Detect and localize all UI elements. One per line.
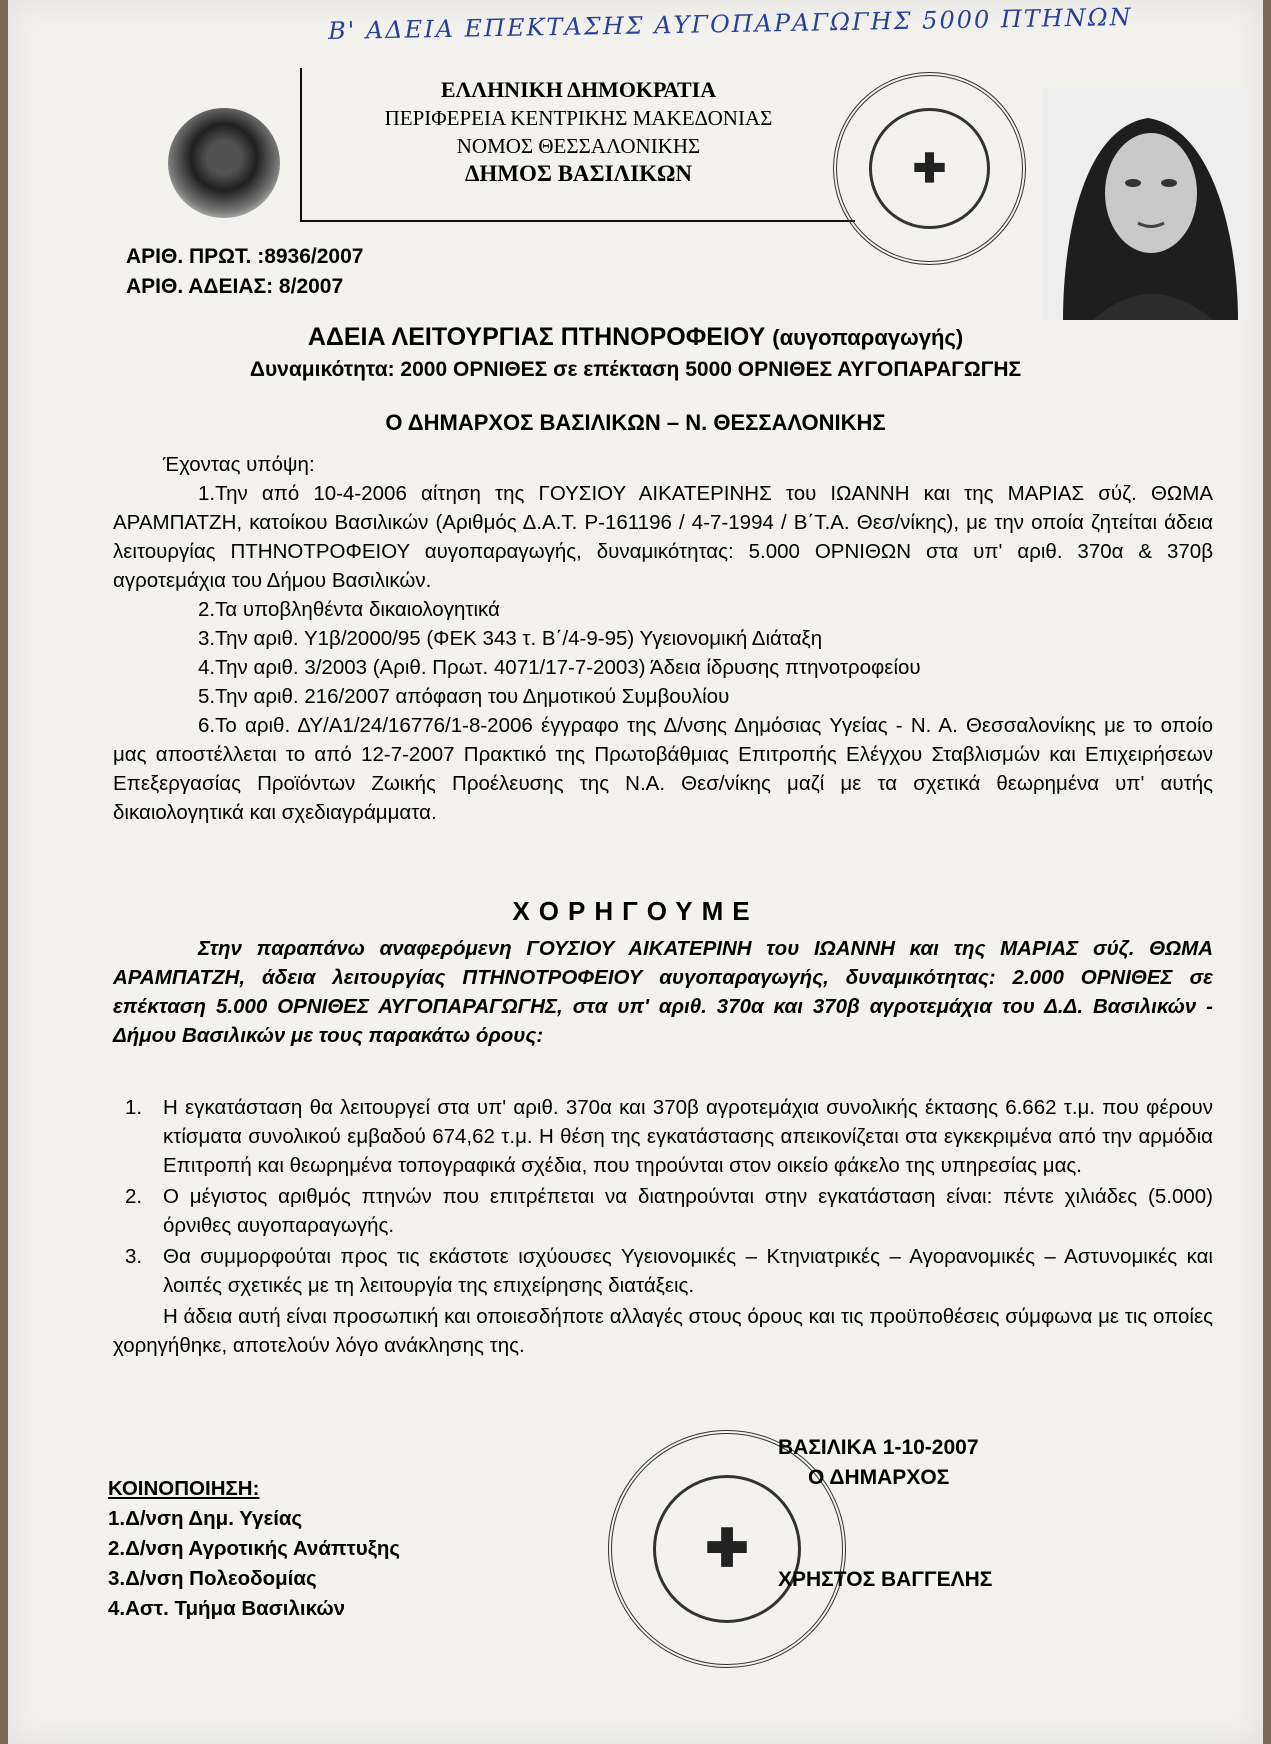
handwritten-note: Β' ΑΔΕΙΑ ΕΠΕΚΤΑΣΗΣ ΑΥΓΟΠΑΡΑΓΩΓΗΣ 5000 ΠΤΗΝΩΝ [327,2,1133,46]
signer-role: Ο ΔΗΜΑΡΧΟΣ [808,1466,950,1489]
signature-block [778,1433,992,1595]
conditions-list [113,1093,1213,1300]
grant-heading: ΧΟΡΗΓΟΥΜΕ [512,896,759,926]
distribution-item: 2.Δ/νση Αγροτικής Ανάπτυξης [108,1537,401,1560]
signer-name: ΧΡΗΣΤΟΣ ΒΑΓΓΕΛΗΣ [778,1568,993,1591]
protocol-number: ΑΡΙΘ. ΠΡΩΤ. :8936/2007 [126,245,364,268]
distribution-heading: ΚΟΙΝΟΠΟΙΗΣΗ: [108,1477,260,1500]
distribution-item: 4.Αστ. Τμήμα Βασιλικών [108,1597,346,1620]
considering-item: 3.Την αριθ. Υ1β/2000/95 (ΦΕΚ 343 τ. Β΄/4-9-95) Υγειονομική Διάταξη [198,627,823,650]
document-page [8,0,1263,1744]
header-region: ΠΕΡΙΦΕΡΕΙΑ ΚΕΝΤΡΙΚΗΣ ΜΑΚΕΔΟΝΙΑΣ [384,106,773,130]
reference-numbers [126,242,363,302]
document-title [8,323,1263,352]
grant-paragraph: Στην παραπάνω αναφερόμενη ΓΟΥΣΙΟΥ ΑΙΚΑΤΕΡΙΝΗ του ΙΩΑΝΝΗ και της ΜΑΡΙΑΣ σύζ. ΘΩΜΑ ΑΡΑΜΠΑΤΖΗ, άδεια λειτουργίας ΠΤΗΝΟΤΡΟΦΕΙΟΥ αυγοπαραγωγής, δυναμικότητας: 2.000 ΟΡΝΙΘΕΣ σε επέκταση 5.000 ΟΡΝΙΘΕΣ ΑΥΓΟΠΑΡΑΓΩΓΗΣ, στα υπ' αριθ. 370α και 370β αγροτεμάχια του Δ.Δ. Βασιλικών - Δήμου Βασιλικών με τους παρακάτω όρους: [113,937,1213,1047]
letterhead [300,68,855,222]
coat-of-arms-emblem [168,108,280,218]
header-prefecture: ΝΟΜΟΣ ΘΕΣΣΑΛΟΝΙΚΗΣ [456,134,701,158]
condition-number: 1. [125,1096,143,1119]
grant-text [113,934,1213,1050]
condition-number: 3. [125,1245,143,1268]
title-main: ΑΔΕΙΑ ΛΕΙΤΟΥΡΓΙΑΣ ΠΤΗΝΟΡΟΦΕΙΟΥ [307,323,766,351]
stamp-cross-icon: ✚ [653,1475,802,1624]
mayor-heading: Ο ΔΗΜΑΡΧΟΣ ΒΑΣΙΛΙΚΩΝ – Ν. ΘΕΣΣΑΛΟΝΙΚΗΣ [385,410,886,435]
closing-paragraph: Η άδεια αυτή είναι προσωπική και οποιεσδήποτε αλλαγές στους όρους και τις προϋποθέσεις σύμφωνα με τις οποίες χορηγήθηκε, αποτελούν λόγο ανάκλησης της. [113,1305,1213,1357]
header-republic: ΕΛΛΗΝΙΚΗ ΔΗΜΟΚΡΑΤΙΑ [440,77,717,102]
considering-item: 1.Την από 10-4-2006 αίτηση της ΓΟΥΣΙΟΥ ΑΙΚΑΤΕΡΙΝΗΣ του ΙΩΑΝΝΗ και της ΜΑΡΙΑΣ σύζ. ΘΩΜΑ ΑΡΑΜΠΑΤΖΗ, κατοίκου Βασιλικών (Αριθμός Δ.Α.Τ. Ρ-161196 / 4-7-1994 / Β΄Τ.Α. Θεσ/νίκης), με την οποία ζητείται άδεια λειτουργίας ΠΤΗΝΟΤΡΟΦΕΙΟΥ αυγοπαραγωγής, δυναμικότητας: 5.000 ΟΡΝΙΘΩΝ στα υπ' αριθ. 370α & 370β αγροτεμάχια του Δήμου Βασιλικών. [113,482,1213,592]
considering-intro: Έχοντας υπόψη: [163,453,315,476]
conditions-section [113,1093,1213,1360]
considering-item: 4.Την αριθ. 3/2003 (Αριθ. Πρωτ. 4071/17-7-2003) Άδεια ίδρυσης πτηνοτροφείου [198,656,921,679]
municipal-stamp-top [833,72,1026,265]
condition-item [113,1093,1213,1180]
considering-item: 5.Την αριθ. 216/2007 απόφαση του Δημοτικού Συμβουλίου [198,685,730,708]
considering-item: 2.Τα υποβληθέντα δικαιολογητικά [198,598,500,621]
applicant-photo [1043,88,1248,320]
condition-text: Θα συμμορφούται προς τις εκάστοτε ισχύουσες Υγειονομικές – Κτηνιατρικές – Αγορανομικές – Αστυνομικές και λοιπές σχετικές με τη λειτουργία της επιχείρησης διατάξεις. [163,1245,1213,1297]
capacity-line: Δυναμικότητα: 2000 ΟΡΝΙΘΕΣ σε επέκταση 5000 ΟΡΝΙΘΕΣ ΑΥΓΟΠΑΡΑΓΩΓΗΣ [249,358,1022,381]
stamp-cross-icon: ✚ [869,108,990,229]
title-paren: (αυγοπαραγωγής) [772,325,964,350]
condition-text: Η εγκατάσταση θα λειτουργεί στα υπ' αριθ. 370α και 370β αγροτεμάχια συνολικής έκτασης 6.662 τ.μ. που φέρουν κτίσματα συνολικού εμβαδού 674,62 τ.μ. Η θέση της εγκατάστασης απεικονίζεται στα εγκεκριμένα από την αρμόδια Επιτροπή και θεωρημένα τοπογραφικά σχέδια, που τηρούνται στον οικείο φάκελο της υπηρεσίας μας. [163,1096,1213,1177]
header-municipality: ΔΗΜΟΣ ΒΑΣΙΛΙΚΩΝ [465,161,692,186]
place-date: ΒΑΣΙΛΙΚΑ 1-10-2007 [778,1436,979,1459]
condition-item [113,1242,1213,1300]
condition-text: Ο μέγιστος αριθμός πτηνών που επιτρέπεται να διατηρούνται στην εγκατάσταση είναι: πέντε χιλιάδες (5.000) όρνιθες αυγοπαραγωγής. [163,1185,1213,1237]
license-number: ΑΡΙΘ. ΑΔΕΙΑΣ: 8/2007 [126,275,344,298]
condition-number: 2. [125,1185,143,1208]
distribution-item: 3.Δ/νση Πολεοδομίας [108,1567,317,1590]
condition-item [113,1182,1213,1240]
distribution-list [108,1474,400,1624]
considering-section [113,450,1213,827]
considering-item: 6.Το αριθ. ΔΥ/Α1/24/16776/1-8-2006 έγγραφο της Δ/νσης Δημόσιας Υγείας - Ν. Α. Θεσσαλονίκης με το οποίο μας αποστέλλεται το από 12-7-2007 Πρακτικό της Πρωτοβάθμιας Επιτροπής Ελέγχου Σταβλισμών και Επιχειρήσεων Επεξεργασίας Προϊόντων Ζωικής Προέλευσης της Ν.Α. Θεσ/νίκης μαζί με τα σχετικά θεωρημένα υπ' αυτής δικαιολογητικά και σχεδιαγράμματα. [113,714,1213,824]
distribution-item: 1.Δ/νση Δημ. Υγείας [108,1507,303,1530]
portrait-icon [1043,88,1248,320]
